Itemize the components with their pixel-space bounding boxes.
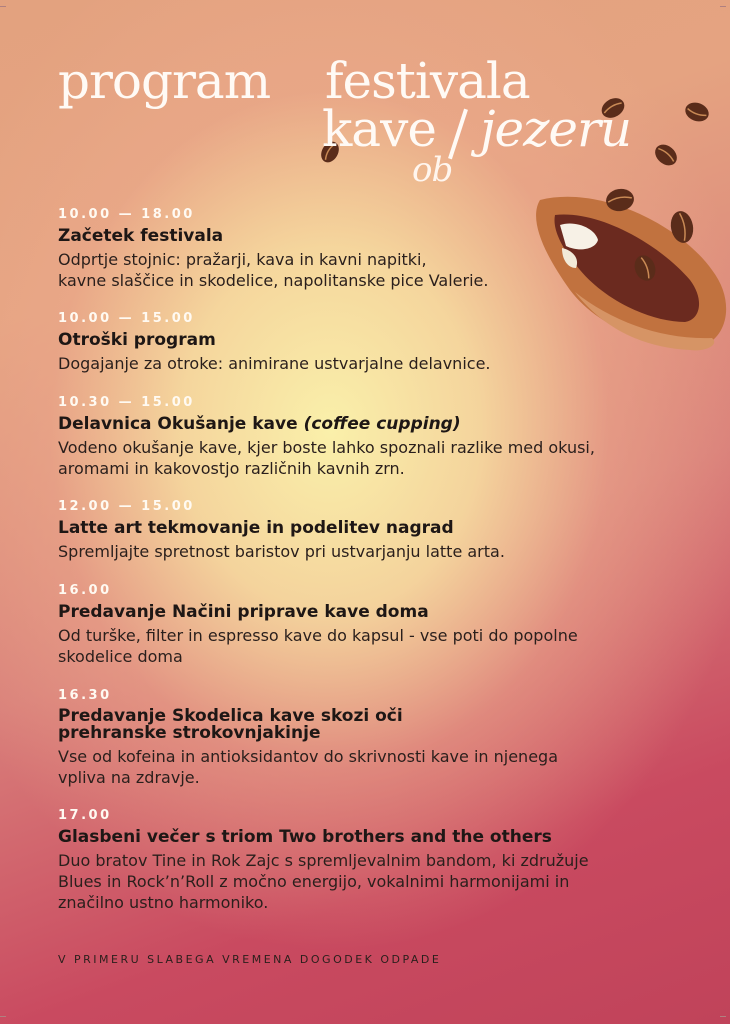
title-jezeru: jezeru [480,100,632,158]
event-title: Latte art tekmovanje in podelitev nagrad [58,518,454,538]
event-time: 10.30 — 15.00 [58,395,195,410]
event-title [58,415,698,433]
title-kave: kave [322,100,436,158]
event-item [58,394,698,479]
event-time: 10.00 — 18.00 [58,207,195,222]
event-title: Začetek festivala [58,226,224,246]
event-description: Dogajanje za otroke: animirane ustvarjalne delavnice. [58,354,491,373]
event-item [58,310,698,374]
event-description: Odprtje stojnic: pražarji, kava in kavni napitki, kavne slaščice in skodelice, napolitanske pice Valerie. [58,250,489,290]
crop-mark [720,1016,726,1017]
event-description: Od turške, filter in espresso kave do kapsul - vse poti do popolne skodelice doma [58,626,578,666]
crop-mark [0,1016,6,1017]
event-item [58,687,698,788]
event-title: Otroški program [58,330,216,350]
event-title-main: Delavnica Okušanje kave [58,414,298,434]
event-time: 10.00 — 15.00 [58,311,195,326]
title-festivala: festivala [325,52,530,110]
event-description: Vodeno okušanje kave, kjer boste lahko spoznali razlike med okusi, aromami in kakovostjo različnih kavnih zrn. [58,438,595,478]
coffee-bean-icon [683,99,712,124]
weather-notice: V PRIMERU SLABEGA VREMENA DOGODEK ODPADE [58,953,442,966]
crop-mark [720,6,726,7]
title-program: program [58,52,271,110]
event-time: 16.30 [58,688,112,703]
event-time: 12.00 — 15.00 [58,499,195,514]
title-ob: ob [412,150,453,190]
event-description: Vse od kofeina in antioksidantov do skrivnosti kave in njenega vpliva na zdravje. [58,747,558,787]
event-item [58,582,698,667]
event-description: Duo bratov Tine in Rok Zajc s spremljevalnim bandom, ki združuje Blues in Rock’n’Roll z močno energijo, vokalnimi harmonijami in značilno ustno harmoniko. [58,851,589,912]
event-title: Predavanje Načini priprave kave doma [58,602,429,622]
event-item [58,206,698,291]
event-title: Predavanje Skodelica kave skozi oči prehranske strokovnjakinje [58,706,403,743]
event-time: 17.00 [58,808,112,823]
coffee-bean-icon [651,140,681,169]
event-title-italic: (coffee cupping) [303,414,461,434]
event-item [58,807,698,913]
crop-mark [0,6,6,7]
event-description: Spremljajte spretnost baristov pri ustvarjanju latte arta. [58,542,505,561]
event-time: 16.00 [58,583,112,598]
event-item [58,498,698,562]
event-title: Glasbeni večer s triom Two brothers and the others [58,827,552,847]
